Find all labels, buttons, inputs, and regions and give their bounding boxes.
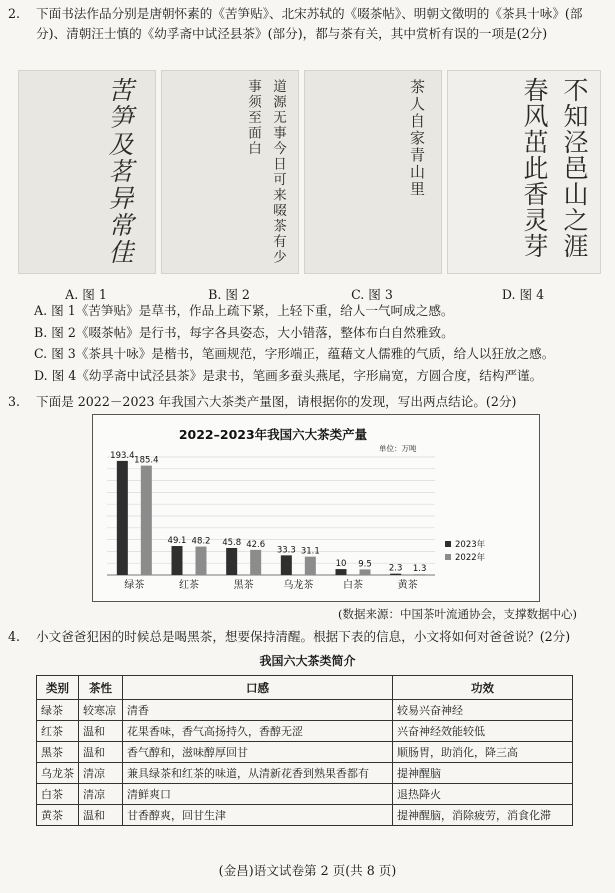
caption-figure-4: D. 图 4 [501,287,545,302]
data-label: 9.5 [358,559,372,570]
bar-2023年 [390,574,401,575]
data-label: 193.4 [110,450,135,461]
question-text: 下面是 2022－2023 年我国六大茶类产量图，请根据你的发现，写出两点结论。(2分) [36,394,517,409]
calligraphy-text-3: 茶人自家青山里 [408,79,426,198]
question-number: 4. [8,629,21,644]
data-label: 48.2 [191,536,211,547]
bar-2022年 [196,547,207,575]
bar-2023年 [226,548,237,575]
legend-swatch [445,541,451,547]
bar-2023年 [281,555,292,575]
cell-category: 黄茶 [37,805,79,826]
cell-effect: 兴奋神经效能较低 [393,721,573,742]
calligraphy-image-4 [447,70,601,274]
cell-nature: 温和 [79,742,123,763]
header-category: 类别 [37,676,79,700]
data-label: 185.4 [134,455,159,466]
cell-taste: 甘香醇爽，回甘生津 [123,805,393,826]
table-row [37,805,573,826]
data-label: 31.1 [300,546,320,557]
cell-nature: 清凉 [79,784,123,805]
question-2 [8,4,601,43]
chart-unit: 单位：万吨 [379,444,417,453]
answer-options [34,300,605,386]
bar-2023年 [172,546,183,575]
bar-2023年 [336,569,347,575]
option-b: B. 图 2《啜茶帖》是行书，每字各具姿态，大小错落，整体布白自然雅致。 [34,324,454,340]
cell-effect: 退热降火 [393,784,573,805]
cell-effect: 较易兴奋神经 [393,700,573,721]
bar-2023年 [117,461,128,575]
caption-figure-1: A. 图 1 [65,287,107,302]
header-taste: 口感 [123,676,393,700]
cell-nature: 温和 [79,805,123,826]
data-label: 42.6 [246,539,266,550]
table-row [37,721,573,742]
legend-label: 2022年 [455,553,486,563]
calligraphy-image-2 [161,70,299,274]
cell-taste: 清香 [123,700,393,721]
header-effect: 功效 [393,676,573,700]
bar-2022年 [141,466,152,575]
table-title: 我国六大茶类简介 [259,654,356,668]
data-label: 2.3 [388,563,403,574]
calligraphy-image-1 [18,70,156,274]
table-row [37,784,573,805]
question-number: 3. [8,394,21,409]
question-text: 下面书法作品分别是唐朝怀素的《苦笋贴》、北宋苏轼的《啜茶帖》、明朝文徵明的《茶具十咏》(部分)、清朝汪士慎的《幼孚斋中试泾县茶》(部分)，都与茶有关，其中赏析有误的一项是(2分) [36,6,583,41]
cell-category: 红茶 [37,721,79,742]
calligraphy-text-4: 不知泾邑山之涯春风茁此香灵芽 [520,77,589,259]
cell-nature: 较寒凉 [79,700,123,721]
caption-figure-3: C. 图 3 [351,287,393,302]
category-label: 乌龙茶 [283,580,314,591]
data-label: 33.3 [276,545,296,556]
chart-title: 2022–2023年我国六大茶类产量 [178,427,368,442]
cell-taste: 兼具绿茶和红茶的味道，从清新花香到熟果香都有 [123,763,393,784]
question-text: 小文爸爸犯困的时候总是喝黑茶，想要保持清醒。根据下表的信息，小文将如何对爸爸说？(2分) [36,629,571,644]
data-label: 49.1 [167,536,187,547]
option-d: D. 图 4《幼孚斋中试泾县茶》是隶书，笔画多蚕头燕尾，字形扁宽，方圆合度，结构严谨。 [34,367,543,383]
data-label: 1.3 [412,564,427,575]
cell-effect: 顺肠胃，助消化，降三高 [393,742,573,763]
bar-2022年 [250,550,261,575]
cell-effect: 提神醒脑 [393,763,573,784]
calligraphy-image-3 [304,70,442,274]
calligraphy-images [18,70,606,302]
legend-label: 2023年 [455,540,486,550]
table-row [37,742,573,763]
page-footer: (金昌)语文试卷第 2 页(共 8 页) [218,863,397,878]
data-source: (数据来源：中国茶叶流通协会，支撑数据中心) [338,607,577,621]
cell-taste: 花果香味，香气高扬持久，香醇无涩 [123,721,393,742]
question-3 [8,392,601,412]
category-label: 黄茶 [397,580,418,591]
calligraphy-text-1: 苦笋及茗异常佳 [105,77,134,266]
bar-2022年 [414,574,425,575]
cell-category: 黑茶 [37,742,79,763]
cell-nature: 温和 [79,721,123,742]
production-chart [92,414,540,602]
table-header-row [37,676,573,700]
table-row [37,763,573,784]
category-label: 红茶 [179,580,199,591]
data-label: 10 [335,559,347,570]
legend-swatch [445,554,451,560]
cell-taste: 清鲜爽口 [123,784,393,805]
category-label: 黑茶 [233,580,254,591]
cell-category: 绿茶 [37,700,79,721]
caption-figure-2: B. 图 2 [208,287,250,302]
option-a: A. 图 1《苦笋贴》是草书，作品上疏下紧，上轻下重，给人一气呵成之感。 [34,303,454,318]
category-label: 绿茶 [124,580,145,591]
category-label: 白茶 [343,580,363,591]
bar-2022年 [305,557,316,575]
cell-category: 白茶 [37,784,79,805]
header-nature: 茶性 [79,676,123,700]
cell-taste: 香气醇和，滋味醇厚回甘 [123,742,393,763]
tea-table [36,675,573,826]
table-row [37,700,573,721]
cell-nature: 清凉 [79,763,123,784]
data-label: 45.8 [222,537,242,548]
option-c: C. 图 3《茶具十咏》是楷书，笔画规范，字形端正，蕴藉文人儒雅的气质，给人以狂放之感。 [34,346,555,361]
chart-svg [93,415,539,601]
cell-category: 乌龙茶 [37,763,79,784]
cell-effect: 提神醒脑，消除疲劳，消食化滞 [393,805,573,826]
question-4 [8,627,601,647]
calligraphy-text-2: 道源无事今日可来啜茶有少事须至面白 [245,79,286,265]
question-number: 2. [8,6,21,21]
bar-2022年 [360,569,371,575]
